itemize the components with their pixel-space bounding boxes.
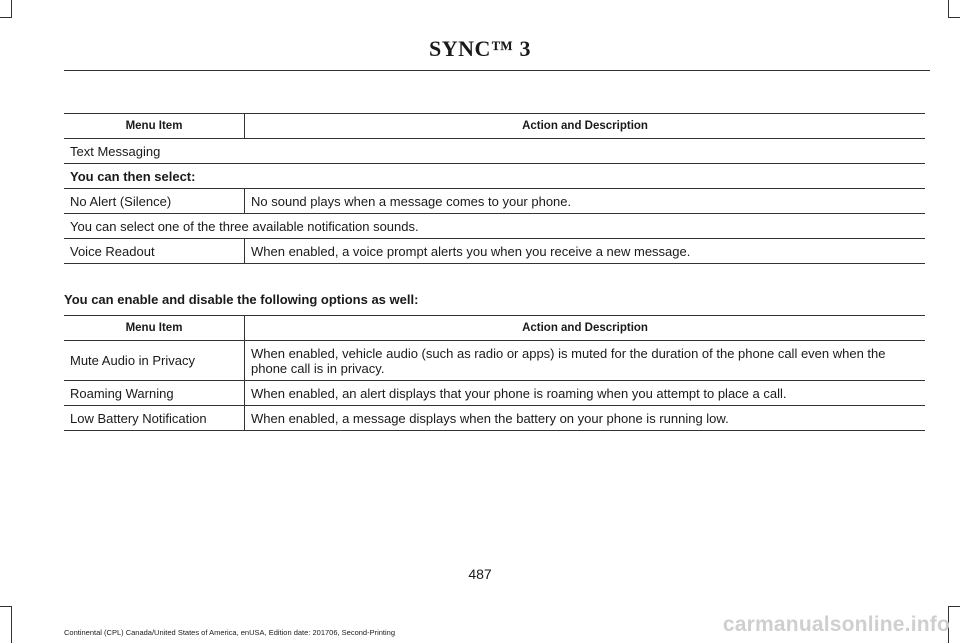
crop-mark-top-left-horizontal	[0, 17, 12, 18]
description-cell: When enabled, vehicle audio (such as radio or apps) is muted for the duration of the phone call even when the phone call is in privacy.	[245, 341, 926, 381]
crop-mark-top-right-horizontal	[948, 17, 960, 18]
page-number: 487	[468, 566, 492, 582]
header-divider	[64, 70, 930, 71]
table-row-then-select	[64, 164, 925, 189]
description-cell: When enabled, a voice prompt alerts you when you receive a new message.	[245, 239, 926, 264]
then-select-label: You can then select:	[64, 164, 925, 189]
description-cell: When enabled, a message displays when the battery on your phone is running low.	[245, 406, 926, 431]
crop-mark-bottom-left-horizontal	[0, 606, 12, 607]
column-header-menu-item: Menu Item	[64, 316, 245, 341]
page-title: SYNC™ 3	[429, 36, 531, 61]
crop-mark-bottom-right-horizontal	[948, 606, 960, 607]
table-row	[64, 381, 925, 406]
menu-item-cell: No Alert (Silence)	[64, 189, 245, 214]
crop-mark-bottom-left-vertical	[11, 607, 12, 643]
menu-item-cell: Mute Audio in Privacy	[64, 341, 245, 381]
table-row-section-label	[64, 139, 925, 164]
table-row	[64, 406, 925, 431]
table-header-row	[64, 316, 925, 341]
column-header-action-description: Action and Description	[245, 316, 926, 341]
table-row-note	[64, 214, 925, 239]
section-label-text-messaging: Text Messaging	[64, 139, 925, 164]
description-cell: When enabled, an alert displays that your phone is roaming when you attempt to place a call.	[245, 381, 926, 406]
text-messaging-table	[64, 113, 925, 264]
table-header-row	[64, 114, 925, 139]
menu-item-cell: Low Battery Notification	[64, 406, 245, 431]
menu-item-cell: Roaming Warning	[64, 381, 245, 406]
menu-item-cell: Voice Readout	[64, 239, 245, 264]
column-header-action-description: Action and Description	[245, 114, 926, 139]
table-row	[64, 239, 925, 264]
phone-options-table	[64, 315, 925, 431]
options-intro-text: You can enable and disable the following options as well:	[64, 292, 419, 307]
notification-sounds-note: You can select one of the three available notification sounds.	[64, 214, 925, 239]
table-row	[64, 189, 925, 214]
edition-footer-note: Continental (CPL) Canada/United States of America, enUSA, Edition date: 201706, Second-Printing	[64, 628, 396, 637]
crop-mark-top-right-vertical	[948, 0, 949, 17]
crop-mark-top-left-vertical	[11, 0, 12, 17]
watermark-logo: carmanualsonline.info	[722, 613, 950, 636]
table-row	[64, 341, 925, 381]
column-header-menu-item: Menu Item	[64, 114, 245, 139]
description-cell: No sound plays when a message comes to your phone.	[245, 189, 926, 214]
